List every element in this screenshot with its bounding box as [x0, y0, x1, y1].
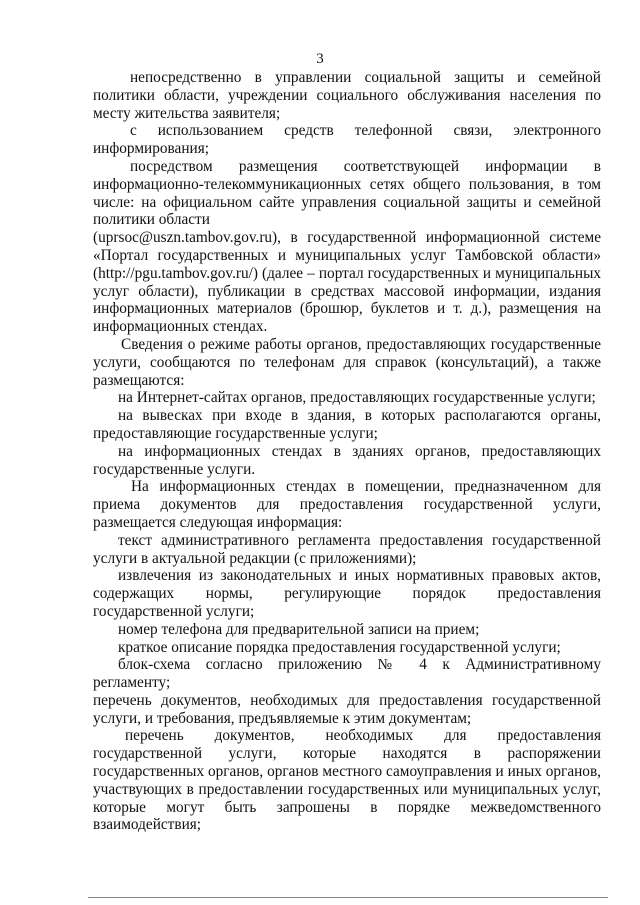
text-line: государственных органов, органов местного самоуправления и иных органов, [93, 763, 601, 781]
page-number: 3 [316, 51, 324, 67]
paragraph-in-person [93, 69, 601, 122]
text-line: на вывесках при входе в здания, в которых располагаются органы, [118, 407, 601, 425]
text-line: текст административного регламента предоставления государственной [118, 531, 601, 549]
text-line: Сведения о режиме работы органов, предоставляющих государственные [121, 335, 601, 353]
paragraph-info-stands [93, 443, 601, 479]
text-line: с использованием средств телефонной связи, электронного [130, 122, 601, 140]
paragraph-online-publication [93, 158, 601, 211]
text-line: услуги в актуальной редакции (с приложениями); [93, 549, 417, 567]
paragraph-regulation-text [93, 532, 601, 568]
text-line: краткое описание порядка предоставления государственной услуги; [118, 638, 561, 656]
text-line: перечень документов, необходимых для предоставления [125, 727, 601, 745]
text-line: на Интернет-сайтах органов, предоставляющих государственные услуги; [118, 389, 596, 407]
text-fragment: политики [93, 211, 155, 229]
text-line: извлечения из законодательных и иных нормативных правовых актов, [118, 567, 601, 585]
text-line: перечень документов, необходимых для предоставления государственной [93, 691, 601, 709]
paragraph-documents-list [93, 692, 601, 728]
text-line [93, 211, 601, 229]
paragraph-interagency-documents [93, 727, 601, 834]
text-line: услуг области), публикации в средствах массовой информации, издания [93, 282, 601, 300]
paragraph-legal-extracts [93, 567, 601, 620]
text-line: регламенту; [93, 674, 171, 692]
text-line: государственные услуги. [93, 460, 256, 478]
paragraph-signs [93, 407, 601, 443]
text-line: «Портал государственных и муниципальных услуг Тамбовской области» [93, 246, 601, 264]
text-line: предоставляющие государственные услуги; [93, 424, 378, 442]
text-line: которые могут быть запрошены в порядке межведомственного [93, 798, 601, 816]
text-line: (uprsoc@uszn.tambov.gov.ru), в государственной информационной системе [93, 229, 601, 247]
text-fragment: области [158, 211, 210, 229]
text-line: информационных стендах. [93, 318, 268, 336]
text-line: (http://pgu.tambov.gov.ru/) (далее – портал государственных и муниципальных [93, 264, 601, 282]
text-line: государственной услуги, которые находятся в распоряжении [93, 745, 601, 763]
text-line: взаимодействия; [93, 816, 202, 834]
text-line: содержащих нормы, регулирующие порядок предоставления [93, 585, 601, 603]
text-line: информационных материалов (брошюр, буклетов и т. д.), размещения на [93, 300, 601, 318]
text-line: числе: на официальном сайте управления социальной защиты и семейной [93, 193, 601, 211]
document-body [93, 69, 601, 834]
text-line: размещается следующая информация: [93, 513, 343, 531]
paragraph-flowchart [93, 656, 601, 692]
text-line: информирования; [93, 140, 209, 158]
text-line: непосредственно в управлении социальной защиты и семейной [130, 69, 601, 86]
paragraph-phone-email [93, 122, 601, 158]
text-line: блок-схема согласно приложению № 4 к Административному [118, 656, 601, 674]
paragraph-stand-contents [93, 478, 601, 531]
text-line: на информационных стендах в зданиях органов, предоставляющих [118, 442, 601, 460]
text-line: На информационных стендах в помещении, предназначенном для [131, 478, 601, 496]
paragraph-portal [93, 229, 601, 336]
text-line: информационно-телекоммуникационных сетях общего пользования, в том [93, 175, 601, 193]
paragraph-short-description [93, 639, 601, 657]
text-line: услуги, и требования, предъявляемые к этим документам; [93, 709, 472, 727]
text-line: приема документов для предоставления государственной услуги, [93, 496, 601, 514]
paragraph-working-hours [93, 336, 601, 389]
text-line: размещаются: [93, 371, 185, 389]
text-line: посредством размещения соответствующей информации в [130, 157, 601, 175]
text-line: государственной услуги; [93, 602, 255, 620]
text-line: политики области, учреждении социального обслуживания населения по [93, 86, 601, 104]
text-line: участвующих в предоставлении государственных или муниципальных услуг, [93, 780, 601, 798]
bottom-divider [88, 897, 608, 898]
text-line: услуги, сообщаются по телефонам для справок (консультаций), а также [93, 353, 601, 371]
text-line: месту жительства заявителя; [93, 104, 281, 122]
paragraph-phone-number [93, 621, 601, 639]
paragraph-split-line [93, 211, 601, 229]
paragraph-websites [93, 389, 601, 407]
text-line: номер телефона для предварительной записи на прием; [118, 620, 480, 638]
